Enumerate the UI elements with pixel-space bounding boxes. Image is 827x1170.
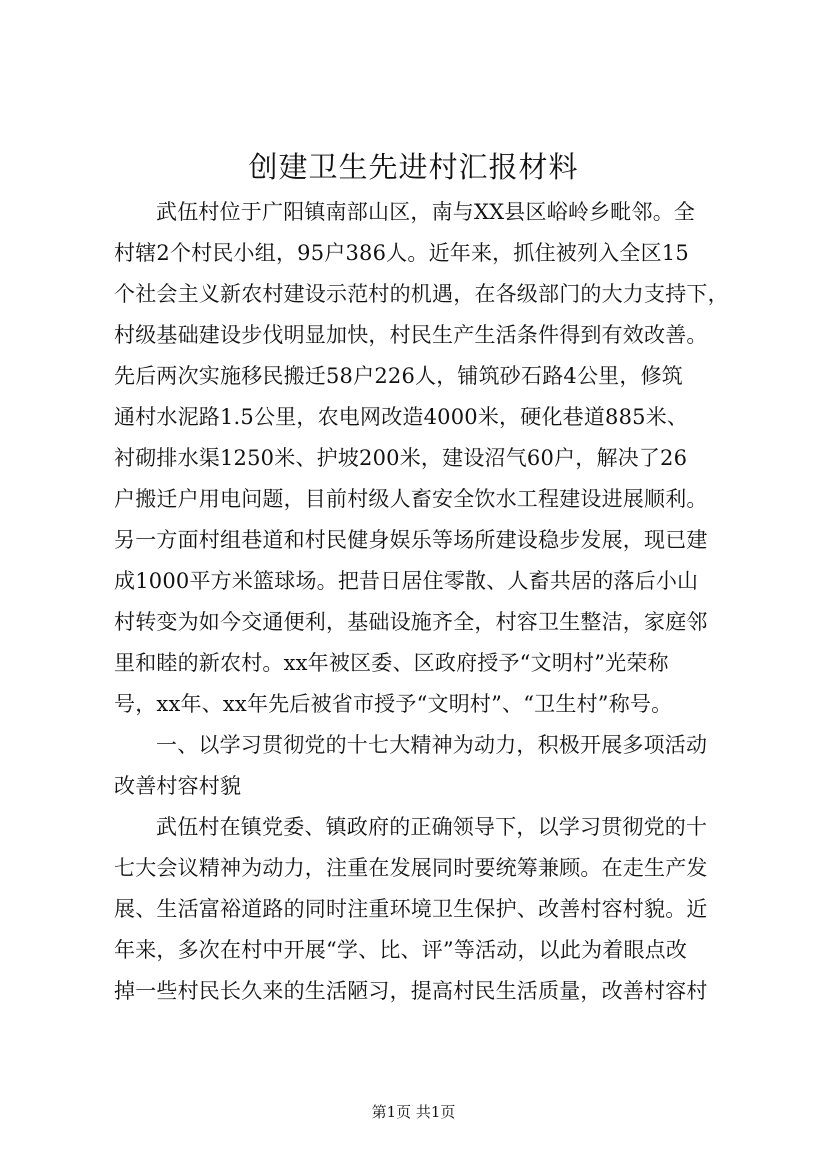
paragraph-line: 年来，多次在村中开展“学、比、评”等活动，以此为着眼点改 — [114, 938, 688, 962]
document-title: 创建卫生先进村汇报材料 — [248, 150, 579, 184]
section-heading-line: 一、以学习贯彻党的十七大精神为动力，积极开展多项活动 — [156, 733, 708, 757]
paragraph-line: 成1000平方米篮球场。把昔日居住零散、人畜共居的落后小山 — [114, 569, 699, 593]
section-heading-line: 改善村容村貌 — [114, 774, 242, 798]
paragraph-line: 七大会议精神为动力，注重在发展同时要统筹兼顾。在走生产发 — [114, 856, 708, 880]
document-body — [114, 192, 734, 1012]
paragraph-line: 村转变为如今交通便利，基础设施齐全，村容卫生整洁，家庭邻 — [114, 610, 708, 634]
paragraph-line: 户搬迁户用电问题，目前村级人畜安全饮水工程建设进展顺利。 — [114, 487, 708, 511]
paragraph-line: 武伍村在镇党委、镇政府的正确领导下，以学习贯彻党的十 — [156, 815, 708, 839]
paragraph-line: 武伍村位于广阳镇南部山区，南与XX县区峪岭乡毗邻。全 — [156, 200, 696, 224]
paragraph-line: 衬砌排水渠1250米、护坡200米，建设沼气60户，解决了26 — [114, 446, 688, 470]
paragraph-line: 号，xx年、xx年先后被省市授予“文明村”、“卫生村”称号。 — [114, 692, 673, 716]
paragraph-line: 村级基础建设步伐明显加快，村民生产生活条件得到有效改善。 — [114, 323, 708, 347]
paragraph-line: 另一方面村组巷道和村民健身娱乐等场所建设稳步发展，现已建 — [114, 528, 708, 552]
paragraph-line: 个社会主义新农村建设示范村的机遇，在各级部门的大力支持下， — [114, 282, 729, 306]
paragraph-line: 里和睦的新农村。xx年被区委、区政府授予“文明村”光荣称 — [114, 651, 669, 675]
paragraph-line: 展、生活富裕道路的同时注重环境卫生保护、改善村容村貌。近 — [114, 897, 708, 921]
paragraph-line: 通村水泥路1.5公里，农电网改造4000米，硬化巷道885米、 — [114, 405, 689, 429]
paragraph-line: 村辖2个村民小组，95户386人。近年来，抓住被列入全区15 — [114, 241, 689, 265]
paragraph-line: 先后两次实施移民搬迁58户226人，铺筑砂石路4公里，修筑 — [114, 364, 683, 388]
page-footer: 第1页 共1页 — [371, 1103, 456, 1121]
paragraph-line: 掉一些村民长久来的生活陋习，提高村民生活质量，改善村容村 — [114, 979, 708, 1003]
